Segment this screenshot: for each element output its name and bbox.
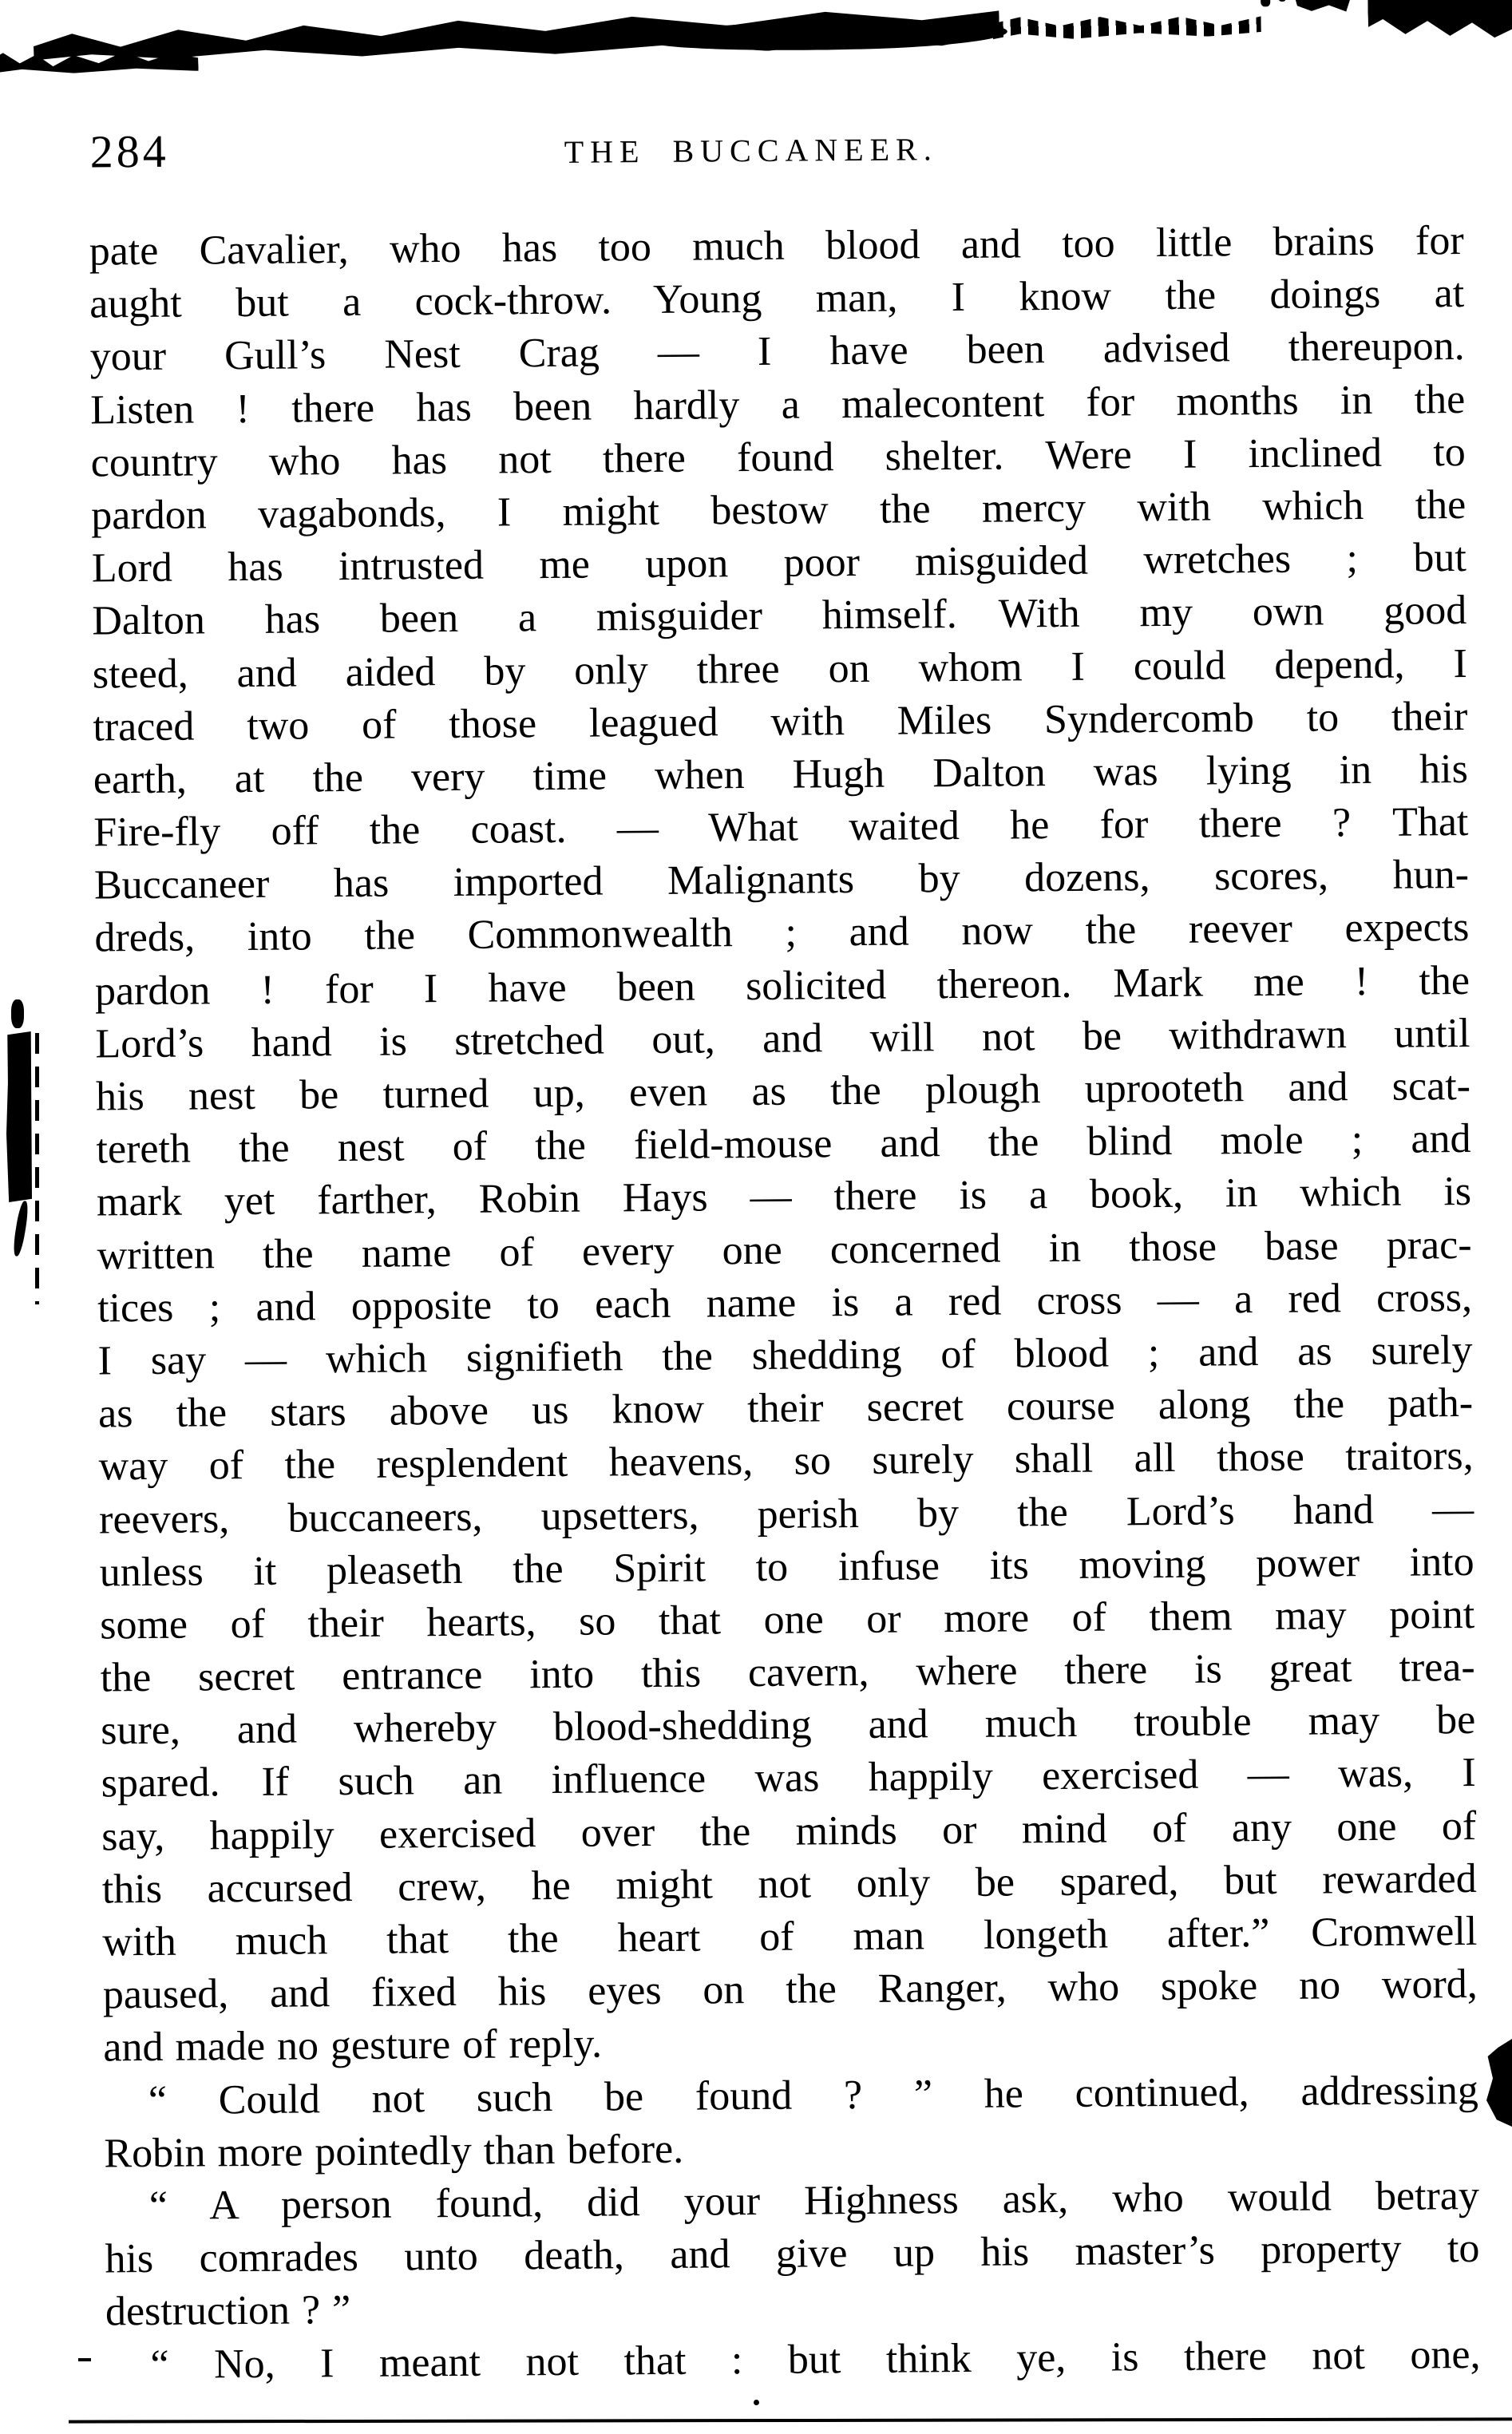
text-line: Lord has intrusted me upon poor misguided wretches ; but	[91, 535, 1466, 592]
scan-ink-tail	[12, 1200, 30, 1257]
text-line: “ No, I meant not that : but think ye, is there not one,	[150, 2331, 1481, 2388]
text-line: sure, and whereby blood-shedding and much trouble may be	[101, 1697, 1476, 1754]
text-line: traced two of those leagued with Miles Syndercomb to their	[93, 693, 1468, 750]
text-line: destruction ? ”	[105, 2287, 351, 2335]
text-line: “ Could not such be found ? ” he continued, addressing	[148, 2067, 1479, 2123]
text-line: Dalton has been a misguider himself. With my own good	[92, 588, 1467, 644]
text-line: Buccaneer has imported Malignants by dozens, scores, hun-	[93, 852, 1470, 908]
text-line: his comrades unto death, and give up his master’s property to	[105, 2226, 1480, 2282]
scan-speck-dash	[78, 2358, 91, 2361]
text-line: Robin more pointedly than before.	[104, 2126, 684, 2177]
text-line: pate Cavalier, who has too much blood and too little brains for	[89, 218, 1464, 275]
text-line: dreds, into the Commonwealth ; and now the reever expects	[94, 904, 1470, 961]
text-line: his nest be turned up, even as the plough uprooteth and scat-	[95, 1063, 1471, 1120]
text-line: spared. If such an influence was happily exercised — was, I	[101, 1750, 1476, 1807]
text-line: reevers, buccaneers, upsetters, perish by the Lord’s hand —	[98, 1486, 1474, 1542]
text-line: way of the resplendent heavens, so surely shall all those traitors,	[98, 1433, 1474, 1490]
text-line: pardon vagabonds, I might bestow the mercy with which the	[91, 481, 1466, 539]
running-title: THE BUCCANEER.	[564, 131, 938, 170]
text-line: pardon ! for I have been solicited thereon. Mark me ! the	[94, 957, 1470, 1015]
text-line: earth, at the very time when Hugh Dalton was lying in his	[93, 746, 1469, 803]
text-line: tices ; and opposite to each name is a red cross — a red cross,	[97, 1274, 1473, 1332]
body-text	[89, 215, 1480, 2392]
text-line: I say — which signifieth the shedding of blood ; and as surely	[97, 1327, 1473, 1384]
text-line: mark yet farther, Robin Hays — there is a book, in which is	[96, 1169, 1472, 1225]
text-line: tereth the nest of the field-mouse and the blind mole ; and	[96, 1116, 1471, 1173]
scan-ink-blob	[11, 999, 24, 1028]
text-line: Lord’s hand is stretched out, and will not be withdrawn until	[95, 1010, 1470, 1067]
text-line: “ A person found, did your Highness ask, who would betray	[148, 2172, 1480, 2229]
text-line: some of their hearts, so that one or more of them may point	[99, 1591, 1475, 1648]
scan-artifact-left-margin	[5, 999, 46, 1335]
scan-ink-streak	[35, 1033, 39, 1304]
page-number: 284	[89, 125, 169, 178]
text-line: unless it pleaseth the Spirit to infuse its moving power into	[99, 1538, 1474, 1596]
text-line: written the name of every one concerned in those base prac-	[97, 1221, 1472, 1279]
text-line: paused, and fixed his eyes on the Ranger, who spoke no word,	[102, 1961, 1478, 2018]
text-line: say, happily exercised over the minds or mind of any one of	[101, 1803, 1477, 1860]
scan-speck-dot	[754, 2400, 759, 2405]
text-line: aught but a cock-throw. Young man, I know the doings at	[89, 271, 1465, 327]
text-line: this accursed crew, he might not only be spared, but rewarded	[101, 1855, 1477, 1913]
text-line: steed, and aided by only three on whom I could depend, I	[92, 640, 1468, 698]
text-line: as the stars above us know their secret course along the path-	[97, 1380, 1474, 1437]
text-line: the secret entrance into this cavern, where there is great trea-	[100, 1644, 1475, 1701]
text-line: your Gull’s Nest Crag — I have been advised thereupon.	[89, 323, 1465, 380]
text-line: country who has not there found shelter. Were I inclined to	[90, 429, 1466, 486]
text-line: Listen ! there has been hardly a malecontent for months in the	[90, 376, 1466, 433]
text-line: and made no gesture of reply.	[103, 2020, 603, 2071]
scan-ink-bar	[6, 1031, 32, 1202]
text-line: Fire-fly off the coast. — What waited he for there ? That	[93, 799, 1469, 856]
text-line: with much that the heart of man longeth after.” Cromwell	[102, 1908, 1478, 1965]
